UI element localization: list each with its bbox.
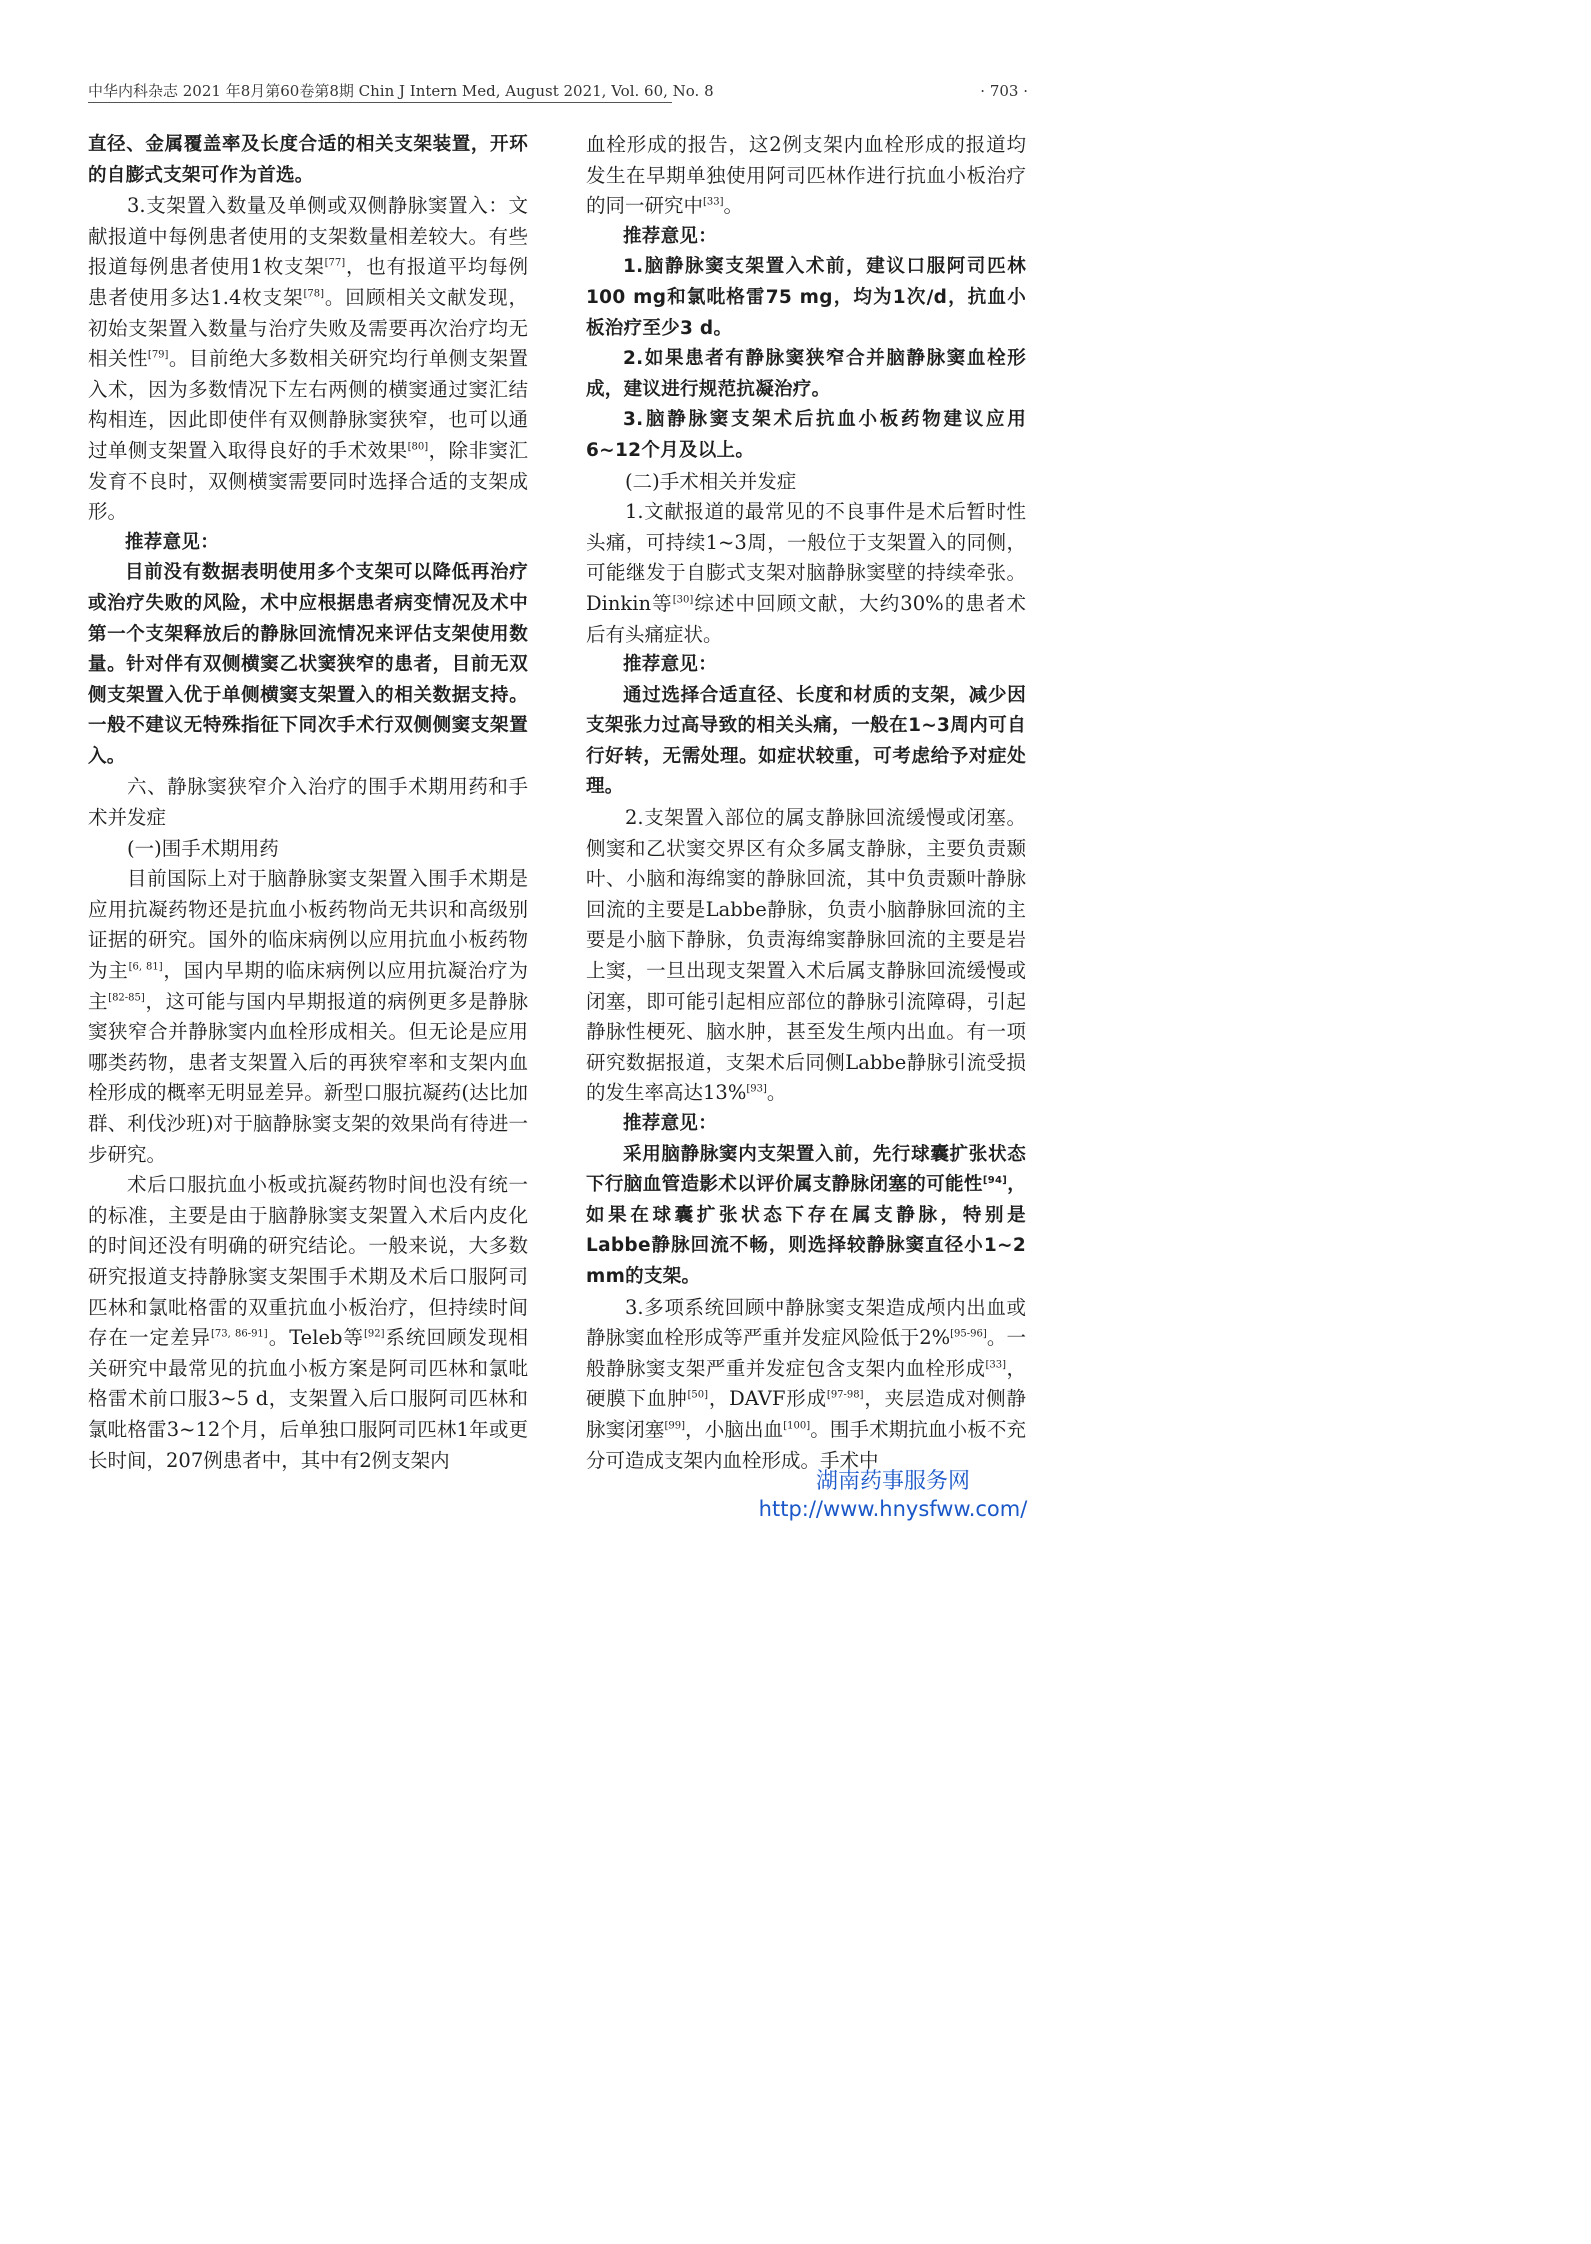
recommendation-heading: 推荐意见：: [125, 531, 220, 553]
recommendation-text: 采用脑静脉窦内支架置入前，先行球囊扩张状态下行脑血管造影术以评价属支静脉闭塞的可能性[94]，如果在球囊扩张状态下存在属支静脉，特别是Labbe静脉回流不畅，则选择较静脉窦直径小1~2 mm的支架。: [586, 1143, 1026, 1287]
header-rule: [88, 102, 672, 103]
subsection-heading: (二)手术相关并发症: [625, 469, 797, 493]
recommendation-heading: 推荐意见：: [623, 225, 718, 247]
left-column: [88, 130, 528, 1476]
paragraph-perioperative: 目前国际上对于脑静脉窦支架置入围手术期是应用抗凝药物还是抗血小板药物尚无共识和高级别证据的研究。国外的临床病例以应用抗血小板药物为主[6, 81]，国内早期的临床病例以应用抗凝治疗为主[82-85]，这可能与国内早期报道的病例更多是静脉窦狭窄合并静脉窦内血栓形成相关。但无论是应用哪类药物，患者支架置入后的再狭窄率和支架内血栓形成的概率无明显差异。新型口服抗凝药(达比加群、利伐沙班)对于脑静脉窦支架的效果尚有待进一步研究。: [88, 867, 528, 1166]
citation: [33]: [703, 196, 724, 208]
citation: [6, 81]: [128, 961, 163, 973]
journal-citation: 中华内科杂志 2021 年8月第60卷第8期 Chin J Intern Med, August 2021, Vol. 60, No. 8: [88, 82, 714, 100]
paragraph: 血栓形成的报告，这2例支架内血栓形成的报道均发生在早期单独使用阿司匹林作进行抗血小板治疗的同一研究中[33]。: [586, 133, 1026, 218]
citation: [82-85]: [108, 992, 145, 1004]
recommendation-text: 通过选择合适直径、长度和材质的支架，减少因支架张力过高导致的相关头痛，一般在1~3周内可自行好转，无需处理。如症状较重，可考虑给予对症处理。: [586, 684, 1026, 798]
paragraph-venous-return: 2.支架置入部位的属支静脉回流缓慢或闭塞。侧窦和乙状窦交界区有众多属支静脉，主要负责颞叶、小脑和海绵窦的静脉回流，其中负责颞叶静脉回流的主要是Labbe静脉，负责小脑静脉回流的主要是小脑下静脉，负责海绵窦静脉回流的主要是岩上窦，一旦出现支架置入术后属支静脉回流缓慢或闭塞，即可能引起相应部位的静脉引流障碍，引起静脉性梗死、脑水肿，甚至发生颅内出血。有一项研究数据报道，支架术后同侧Labbe静脉引流受损的发生率高达13%[93]。: [586, 806, 1026, 1105]
page-number: · 703 ·: [980, 82, 1028, 100]
paragraph-postoperative: 术后口服抗血小板或抗凝药物时间也没有统一的标准，主要是由于脑静脉窦支架置入术后内皮化的时间还没有明确的研究结论。一般来说，大多数研究报道支持静脉窦支架围手术期及术后口服阿司匹林和氯吡格雷的双重抗血小板治疗，但持续时间存在一定差异[73, 86-91]。Teleb等[92]系统回顾发现相关研究中最常见的抗血小板方案是阿司匹林和氯吡格雷术前口服3~5 d，支架置入后口服阿司匹林和氯吡格雷3~12个月，后单独口服阿司匹林1年或更长时间，207例患者中，其中有2例支架内: [88, 1173, 528, 1472]
citation: [79]: [147, 349, 169, 361]
citation: [94]: [982, 1175, 1008, 1187]
subsection-heading: (一)围手术期用药: [127, 836, 279, 860]
watermark-url: http://www.hnysfww.com/: [758, 1497, 1028, 1521]
citation: [100]: [783, 1420, 811, 1432]
recommendation-text: 目前没有数据表明使用多个支架可以降低再治疗或治疗失败的风险，术中应根据患者病变情况及术中第一个支架释放后的静脉回流情况来评估支架使用数量。针对伴有双侧横窦乙状窦狭窄的患者，目前无双侧支架置入优于单侧横窦支架置入的相关数据支持。一般不建议无特殊指征下同次手术行双侧侧窦支架置入。: [88, 562, 528, 767]
recommendation-heading: 推荐意见：: [623, 1113, 718, 1134]
citation: [73, 86-91]: [210, 1328, 268, 1340]
paragraph-complications: 3.多项系统回顾中静脉窦支架造成颅内出血或静脉窦血栓形成等严重并发症风险低于2%[95-96]。一般静脉窦支架严重并发症包含支架内血栓形成[33]，硬膜下血肿[50]，DAVF形成[97-98]，夹层造成对侧静脉窦闭塞[99]，小脑出血[100]。围手术期抗血小板不充分可造成支架内血栓形成。手术中: [586, 1295, 1026, 1472]
paragraph-stent-count: 3.支架置入数量及单侧或双侧静脉窦置入：文献报道中每例患者使用的支架数量相差较大。有些报道每例患者使用1枚支架[77]，也有报道平均每例患者使用多达1.4枚支架[78]。回顾相关文献发现，初始支架置入数量与治疗失败及需要再次治疗均无相关性[79]。目前绝大多数相关研究均行单侧支架置入术，因为多数情况下左右两侧的横窦通过窦汇结构相连，因此即使伴有双侧静脉窦狭窄，也可以通过单侧支架置入取得良好的手术效果[80]，除非窦汇发育不良时，双侧横窦需要同时选择合适的支架成形。: [88, 194, 528, 524]
citation: [93]: [746, 1083, 767, 1095]
citation: [97-98]: [826, 1389, 864, 1401]
citation: [92]: [363, 1328, 385, 1340]
recommendation-item: 3.脑静脉窦支架术后抗血小板药物建议应用6~12个月及以上。: [586, 409, 1026, 461]
citation: [80]: [407, 441, 429, 453]
recommendation-item: 2.如果患者有静脉窦狭窄合并脑静脉窦血栓形成，建议进行规范抗凝治疗。: [586, 348, 1026, 400]
citation: [30]: [672, 594, 694, 606]
paragraph: 直径、金属覆盖率及长度合适的相关支架装置，开环的自膨式支架可作为首选。: [88, 134, 528, 186]
citation: [95-96]: [950, 1328, 987, 1340]
recommendation-heading: 推荐意见：: [623, 654, 718, 676]
running-header: [88, 82, 1028, 102]
citation: [33]: [985, 1359, 1006, 1371]
citation: [99]: [664, 1420, 686, 1432]
citation: [50]: [687, 1389, 709, 1401]
citation: [77]: [324, 257, 346, 269]
paragraph-headache: 1.文献报道的最常见的不良事件是术后暂时性头痛，可持续1~3周，一般位于支架置入的同侧，可能继发于自膨式支架对脑静脉窦壁的持续牵张。Dinkin等[30]综述中回顾文献，大约30%的患者术后有头痛症状。: [586, 500, 1027, 646]
citation: [78]: [303, 288, 325, 300]
section-heading: 六、静脉窦狭窄介入治疗的围手术期用药和手术并发症: [88, 775, 528, 830]
watermark: [738, 1468, 1048, 1522]
watermark-site-name: 湖南药事服务网: [815, 1469, 970, 1494]
right-column: [586, 130, 1026, 1476]
recommendation-item: 1.脑静脉窦支架置入术前，建议口服阿司匹林100 mg和氯吡格雷75 mg，均为1次/d，抗血小板治疗至少3 d。: [586, 256, 1026, 339]
